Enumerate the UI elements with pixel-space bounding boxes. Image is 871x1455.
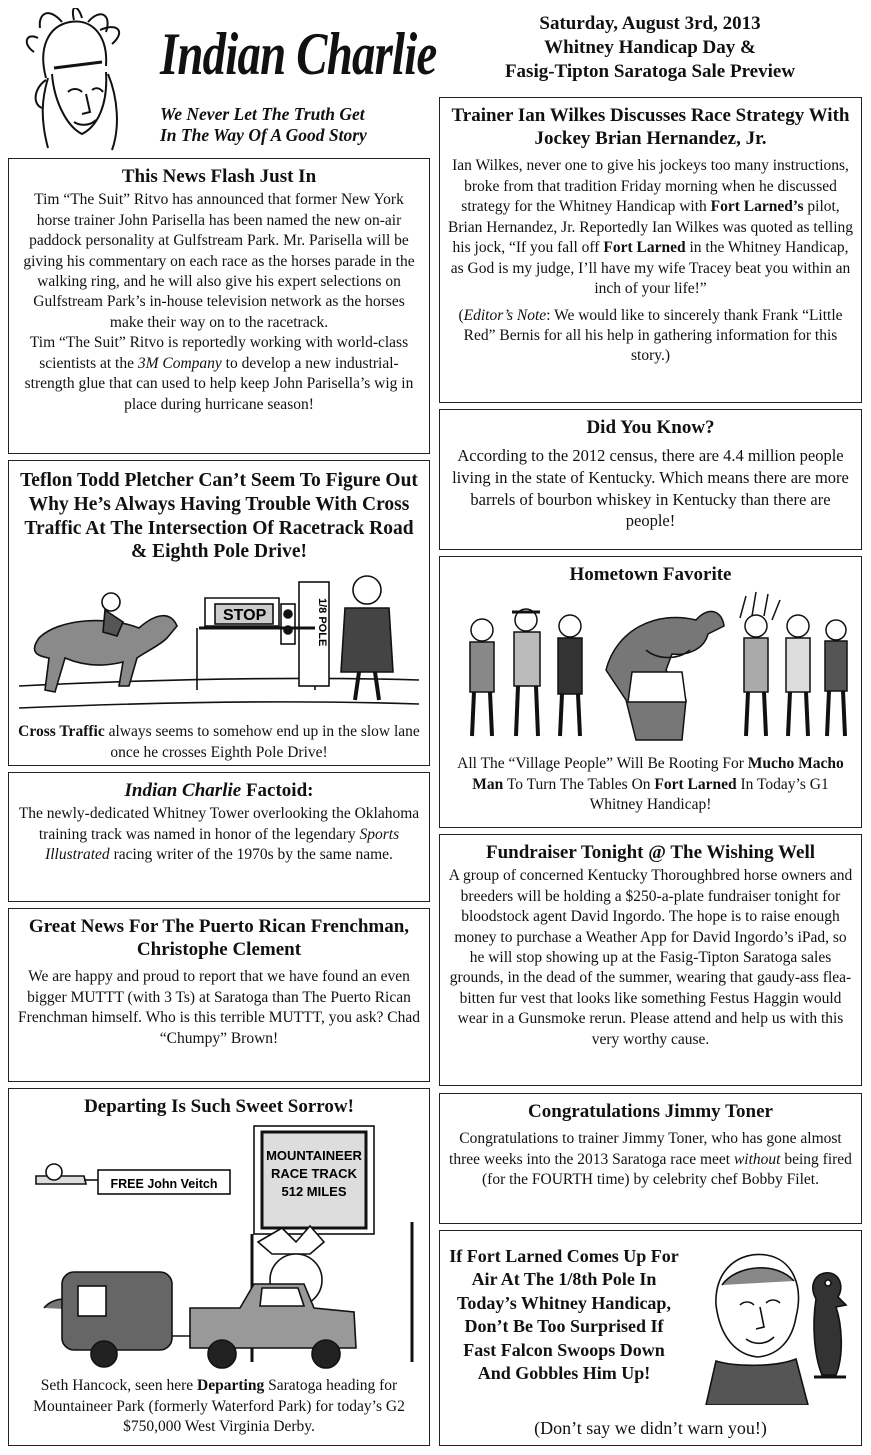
village-people-cartoon: [446, 590, 856, 750]
issue-event: Whitney Handicap Day &: [544, 36, 756, 58]
news-flash-p2-part-3: to develop a new industrial-strength glue that can used to help keep John Parisella’s wig in place during hurricane season!: [24, 354, 414, 413]
news-flash-heading: This News Flash Just In: [121, 166, 317, 187]
pletcher-article: [8, 460, 430, 766]
hometown-article: [439, 556, 862, 828]
departing-caption-bold: Departing: [197, 1377, 265, 1395]
pole-sign-text: 1/8 POLE: [316, 598, 328, 647]
factoid-article: [8, 772, 430, 902]
did-you-know-article: [439, 409, 862, 550]
news-flash-article: [8, 158, 430, 454]
departing-caption-part-3: Saratoga heading for Mountaineer Park (formerly Waterford Park) for today’s G2 $750,000 West Virginia Derby.: [33, 1377, 405, 1436]
toner-text-part-3: being fired (for the FOURTH time) by celebrity chef Bobby Filet.: [482, 1150, 852, 1189]
wilkes-article: [439, 97, 862, 403]
hometown-text: [448, 754, 853, 815]
mountaineer-sign-line-2: RACE TRACK: [271, 1166, 357, 1182]
wilkes-p-horse-1: Fort Larned’s: [710, 198, 804, 216]
newspaper-title: Indian Charlie: [160, 21, 437, 87]
departing-heading: Departing Is Such Sweet Sorrow!: [84, 1096, 354, 1117]
news-flash-paragraph-2: [17, 333, 421, 415]
fundraiser-article: [439, 834, 862, 1086]
wilkes-p-part-3: pilot, Brian Hernandez, Jr. Reportedly Ian Wilkes was quoted as telling his jock, “If you fall off: [448, 198, 853, 257]
hometown-text-part-3: To Turn The Tables On: [503, 775, 655, 793]
factoid-text-part-1: The newly-dedicated Whitney Tower overlooking the Oklahoma training track was named in honor of the legendary: [18, 805, 420, 843]
fast-falcon-headline: If Fort Larned Comes Up For Air At The 1/8th Pole In Today’s Whitney Handicap, Don’t Be Too Surprised If Fast Falcon Swoops Down And Gobbles Him Up!: [449, 1246, 679, 1383]
wilkes-editors-note: [448, 306, 853, 367]
toner-text-emphasis: without: [733, 1150, 781, 1168]
horse-at-stop-sign-cartoon: [19, 568, 419, 718]
toner-text: [448, 1129, 853, 1190]
issue-date-block: [440, 12, 860, 83]
departing-article: [8, 1088, 430, 1446]
departing-caption-part-1: Seth Hancock, seen here: [40, 1377, 198, 1395]
factoid-text-part-3: racing writer of the 1970s by the same name.: [109, 846, 393, 864]
mountaineer-sign-line-1: MOUNTAINEER: [266, 1148, 362, 1164]
pletcher-heading: Teflon Todd Pletcher Can’t Seem To Figure Out Why He’s Always Having Trouble With Cross Traffic At The Intersection Of Racetrack Road & Eighth Pole Drive!: [20, 470, 418, 563]
pletcher-caption-bold: Cross Traffic: [18, 723, 105, 741]
factoid-heading-rest: Factoid:: [241, 780, 314, 801]
did-you-know-text: According to the 2012 census, there are 4.4 million people living in the state of Kentucky. Which means there are more barrels of bourbon whiskey in Kentucky than there are people!: [452, 446, 849, 531]
news-flash-company: 3M Company: [137, 354, 222, 372]
factoid-heading-italic: Indian Charlie: [124, 780, 242, 801]
hometown-horse-1: Mucho Macho Man: [472, 755, 844, 793]
tagline-line-2: In The Way Of A Good Story: [160, 125, 367, 145]
fundraiser-text: A group of concerned Kentucky Thoroughbred horse owners and breeders will be holding a $250-a-plate fundraiser tonight for bloodstock agent David Ingordo. The hope is to raise enough money to purchase a Weather App for David Ingordo’s iPad, so he will stop showing up at the Fasig-Tipton Saratoga sales grounds, in the dead of the summer, wearing that gaudy-ass flea-bitten fur vest that looks like something Festus Haggin would wear in a Gunsmoke rerun. Please attend and help us with this very worthy cause.: [448, 867, 853, 1048]
frenchman-article: [8, 908, 430, 1082]
falcon-and-man-caricature-icon: [696, 1245, 854, 1405]
hometown-heading: Hometown Favorite: [569, 564, 732, 585]
toner-text-part-1: Congratulations to trainer Jimmy Toner, who has gone almost three weeks into the 2013 Saratoga race meet: [449, 1130, 842, 1168]
issue-date: Saturday, August 3rd, 2013: [539, 13, 761, 34]
newspaper-tagline: [160, 104, 367, 146]
news-flash-p2-part-1: Tim “The Suit” Ritvo is reportedly working with world-class scientists at the: [29, 334, 409, 372]
mountaineer-sign-line-3: 512 MILES: [281, 1184, 347, 1200]
toner-article: [439, 1093, 862, 1224]
wilkes-p-part-1: Ian Wilkes, never one to give his jockeys too many instructions, broke from that tradition Friday morning when he discussed strategy for the Whitney Handicap with: [452, 157, 849, 216]
hometown-horse-2: Fort Larned: [654, 775, 737, 793]
wilkes-p-part-5: in the Whitney Handicap, as God is my judge, I’ll have my wife Tracey beat you within an inch of your life!”: [450, 239, 851, 298]
fast-falcon-article: [439, 1230, 862, 1446]
frenchman-text: We are happy and proud to report that we have found an even bigger MUTTT (with 3 Ts) at Saratoga than The Puerto Rican Frenchman himself. Who is this terrible MUTTT, you ask? Chad “Chumpy” Brown!: [18, 968, 420, 1047]
did-you-know-heading: Did You Know?: [586, 417, 715, 438]
wilkes-note-open: (: [458, 306, 464, 324]
wilkes-p-horse-2: Fort Larned: [603, 239, 686, 257]
factoid-text: [17, 804, 421, 865]
wilkes-note-label: Editor’s Note: [463, 306, 547, 324]
indian-chief-logo-icon: [8, 8, 156, 156]
factoid-magazine: Sports Illustrated: [45, 825, 400, 864]
news-flash-paragraph-1: Tim “The Suit” Ritvo has announced that former New York horse trainer John Parisella has been named the new on-air paddock personality at Gulfstream Park. Mr. Parisella will be giving his commentary on each race as the horses parade in the walking ring, and he will also give his expert selections on Gulfstream Park’s in-house television network as the horses make their way on to the racetrack.: [23, 191, 415, 331]
toner-heading: Congratulations Jimmy Toner: [528, 1101, 773, 1122]
truck-and-trailer-cartoon: [14, 1122, 424, 1372]
tagline-line-1: We Never Let The Truth Get: [160, 104, 365, 124]
issue-subtitle: Fasig-Tipton Saratoga Sale Preview: [504, 60, 796, 82]
free-veitch-banner-text: FREE John Veitch: [110, 1177, 218, 1192]
hometown-text-part-1: All The “Village People” Will Be Rooting For: [457, 755, 748, 773]
frenchman-heading: Great News For The Puerto Rican Frenchman, Christophe Clement: [28, 916, 410, 961]
wilkes-heading: Trainer Ian Wilkes Discusses Race Strategy With Jockey Brian Hernandez, Jr.: [451, 105, 850, 150]
fast-falcon-warning: (Don’t say we didn’t warn you!): [534, 1418, 767, 1438]
fundraiser-heading: Fundraiser Tonight @ The Wishing Well: [485, 842, 815, 863]
departing-caption: [17, 1376, 421, 1437]
wilkes-note-rest: : We would like to sincerely thank Frank “Little Red” Bernis for all his help in gathering information for this story.): [463, 306, 843, 365]
wilkes-paragraph: [448, 156, 853, 299]
stop-sign-text: STOP: [223, 607, 267, 625]
hometown-text-part-5: In Today’s G1 Whitney Handicap!: [589, 775, 829, 814]
pletcher-caption: [17, 722, 421, 763]
pletcher-caption-rest: always seems to somehow end up in the slow lane once he crosses Eighth Pole Drive!: [104, 723, 420, 761]
factoid-heading: [15, 779, 423, 802]
